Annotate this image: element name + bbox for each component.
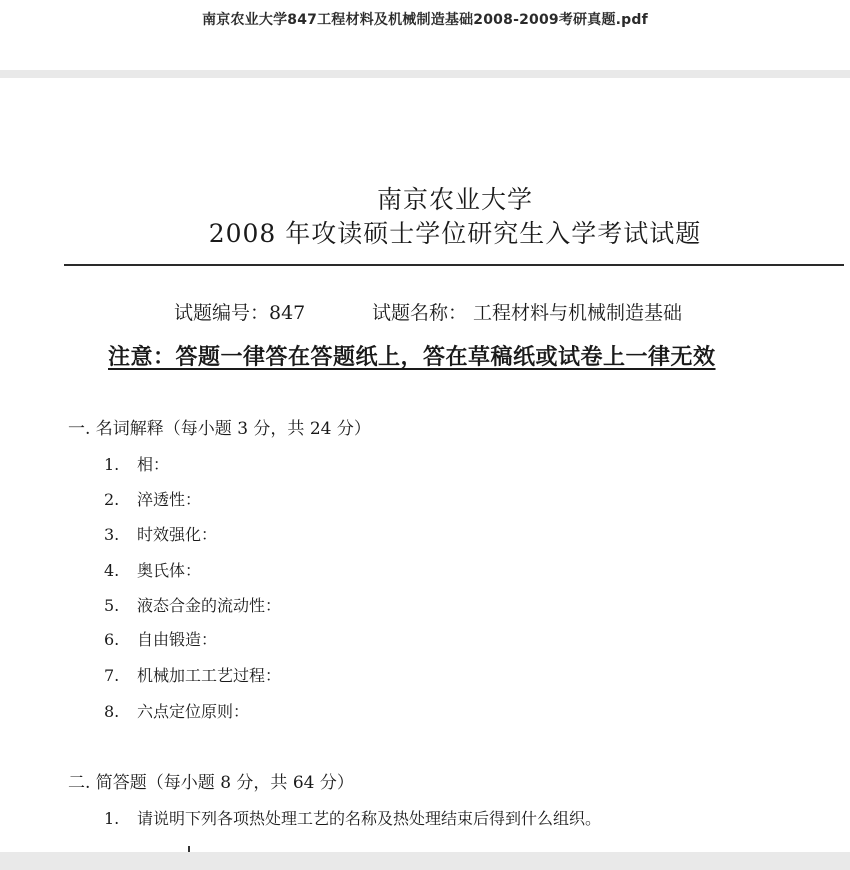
question-text: 奥氏体： (137, 561, 202, 580)
question-text: 六点定位原则： (137, 702, 250, 721)
page-gutter-top (0, 70, 850, 78)
viewer-header (0, 0, 850, 70)
section-heading-1: 一. 名词解释（每小题 3 分，共 24 分） (68, 419, 371, 439)
question-text: 机械加工工艺过程： (137, 666, 282, 685)
question-number: 1. (104, 809, 120, 828)
school-name: 南京农业大学 (376, 185, 533, 214)
exam-name: 试题名称： 工程材料与机械制造基础 (372, 302, 683, 324)
question-text: 液态合金的流动性： (137, 596, 282, 615)
question-text: 相： (137, 455, 170, 474)
question-number: 4. (104, 561, 120, 580)
file-title: 南京农业大学847工程材料及机械制造基础2008-2009考研真题.pdf (202, 12, 648, 28)
question-item (104, 487, 201, 510)
question-item (104, 699, 249, 722)
question-number: 2. (104, 490, 120, 509)
question-text: 淬透性： (137, 490, 202, 509)
question-number: 6. (104, 630, 120, 649)
question-number: 5. (104, 596, 120, 615)
question-number: 3. (104, 525, 120, 544)
question-text: 时效强化： (137, 525, 218, 544)
question-item (104, 806, 601, 829)
question-text: 请说明下列各项热处理工艺的名称及热处理结束后得到什么组织。 (137, 809, 602, 828)
question-text: 自由锻造： (137, 630, 218, 649)
exam-code: 试题编号：847 (174, 302, 306, 324)
question-number: 1. (104, 455, 120, 474)
question-item (104, 558, 201, 581)
question-item (104, 522, 217, 545)
exam-title: 2008 年攻读硕士学位研究生入学考试试题 (208, 219, 702, 248)
question-number: 8. (104, 702, 120, 721)
exam-notice: 注意：答题一律答在答题纸上，答在草稿纸或试卷上一律无效 (108, 344, 716, 370)
question-item (104, 452, 169, 475)
page-gutter-bottom (0, 852, 850, 870)
question-item (104, 663, 281, 686)
document-page[interactable] (0, 78, 850, 852)
question-item (104, 593, 281, 616)
title-divider (64, 264, 844, 266)
section-heading-2: 二. 简答题（每小题 8 分，共 64 分） (68, 773, 354, 793)
question-item (104, 627, 217, 650)
question-number: 7. (104, 666, 120, 685)
